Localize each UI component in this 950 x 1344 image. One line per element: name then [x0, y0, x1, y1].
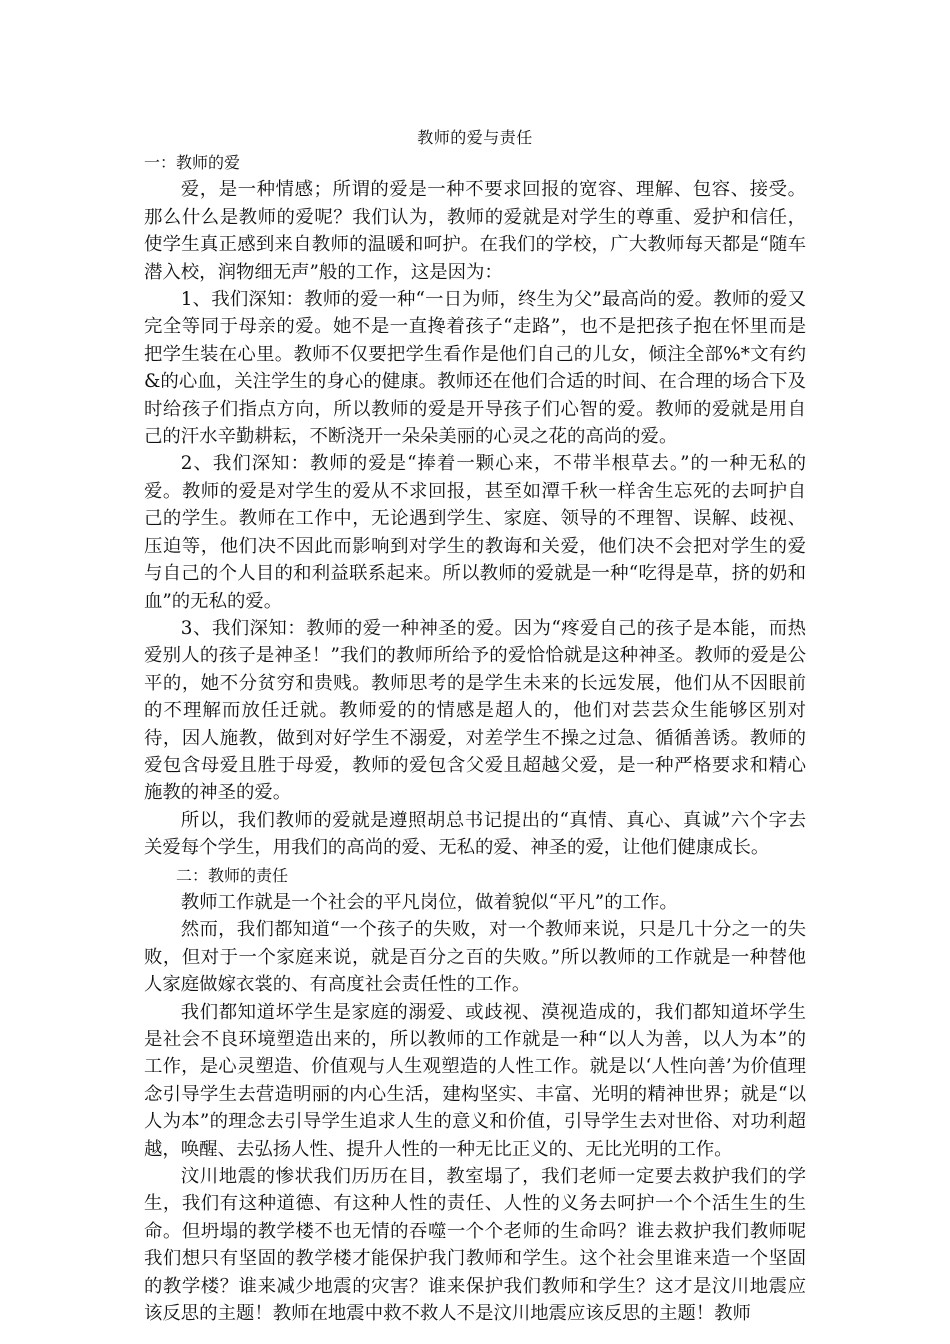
paragraph: 汶川地震的惨状我们历历在目，教室塌了，我们老师一定要去救护我们的学生，我们有这种道德、有这种人性的责任、人性的义务去呵护一个个活生生的生命。但坍塌的教学楼不也无情的吞噬一个个老师的生命吗？谁去救护我们教师呢我们想只有坚固的教学楼才能保护我门教师和学生。这个社会里谁来造一个坚固的教学楼？谁来减少地震的灾害？谁来保护我们教师和学生？这才是汶川地震应该反思的主题！教师在地震中救不救人不是汶川地震应该反思的主题！教师	[144, 1166, 806, 1325]
paragraph: 2、我们深知：教师的爱是“捧着一颗心来，不带半根草去。”的一种无私的爱。教师的爱是对学生的爱从不求回报，甚至如潭千秋一样舍生忘死的去呵护自己的学生。教师在工作中，无论遇到学生、家庭、领导的不理智、误解、歧视、压迫等，他们决不因此而影响到对学生的教诲和关爱，他们决不会把对学生的爱与自己的个人目的和利益联系起来。所以教师的爱就是一种“吃得是草，挤的奶和血”的无私的爱。	[144, 453, 806, 612]
paragraph: 我们都知道坏学生是家庭的溺爱、或歧视、漠视造成的，我们都知道坏学生是社会不良环境塑造出来的，所以教师的工作就是一种“以人为善，以人为本”的工作，是心灵塑造、价值观与人生观塑造的人性工作。就是以‘人性向善’为价值理念引导学生去营造明丽的内心生活，建构坚实、丰富、光明的精神世界；就是“以人为本”的理念去引导学生追求人生的意义和价值，引导学生去对世俗、对功利超越，唤醒、去弘扬人性、提升人性的一种无比正义的、无比光明的工作。	[144, 1001, 806, 1160]
section-heading-love: 一：教师的爱	[144, 153, 241, 172]
paragraph: 爱，是一种情感；所谓的爱是一种不要求回报的宽容、理解、包容、接受。那么什么是教师的爱呢？我们认为，教师的爱就是对学生的尊重、爱护和信任，使学生真正感到来自教师的温暖和呵护。在我们的学校，广大教师每天都是“随车潜入校，润物细无声”般的工作，这是因为：	[144, 179, 806, 283]
paragraph: 然而，我们都知道“一个孩子的失败，对一个教师来说，只是几十分之一的失败，但对于一个家庭来说，就是百分之百的失败。”所以教师的工作就是一种替他人家庭做嫁衣裳的、有高度社会责任性的工作。	[144, 919, 806, 996]
paragraph: 1、我们深知：教师的爱一种“一日为师，终生为父”最高尚的爱。教师的爱又完全等同于母亲的爱。她不是一直搀着孩子“走路”，也不是把孩子抱在怀里而是把学生装在心里。教师不仅要把学生看作是他们自己的儿女，倾注全部%*文有约&的心血，关注学生的身心的健康。教师还在他们合适的时间、在合理的场合下及时给孩子们指点方向，所以教师的爱是开导孩子们心智的爱。教师的爱就是用自己的汗水辛勤耕耘，不断浇开一朵朵美丽的心灵之花的高尚的爱。	[144, 289, 806, 448]
paragraph: 所以，我们教师的爱就是遵照胡总书记提出的“真情、真心、真诚”六个字去关爱每个学生，用我们的高尚的爱、无私的爱、神圣的爱，让他们健康成长。	[144, 809, 806, 859]
document-title: 教师的爱与责任	[417, 128, 533, 147]
paragraph: 教师工作就是一个社会的平凡岗位，做着貌似“平凡”的工作。	[180, 891, 678, 913]
document-body	[144, 149, 806, 1327]
paragraph: 3、我们深知：教师的爱一种神圣的爱。因为“疼爱自己的孩子是本能，而热爱别人的孩子是神圣！”我们的教师所给予的爱恰恰就是这种神圣。教师的爱是公平的，她不分贫穷和贵贱。教师思考的是学生未来的长远发展，他们从不因眼前的不理解而放任迁就。教师爱的的情感是超人的，他们对芸芸众生能够区别对待，因人施教，做到对好学生不溺爱，对差学生不操之过急、循循善诱。教师的爱包含母爱且胜于母爱，教师的爱包含父爱且超越父爱，是一种严格要求和精心施教的神圣的爱。	[144, 617, 806, 804]
section-heading-responsibility: 二：教师的责任	[176, 865, 289, 885]
